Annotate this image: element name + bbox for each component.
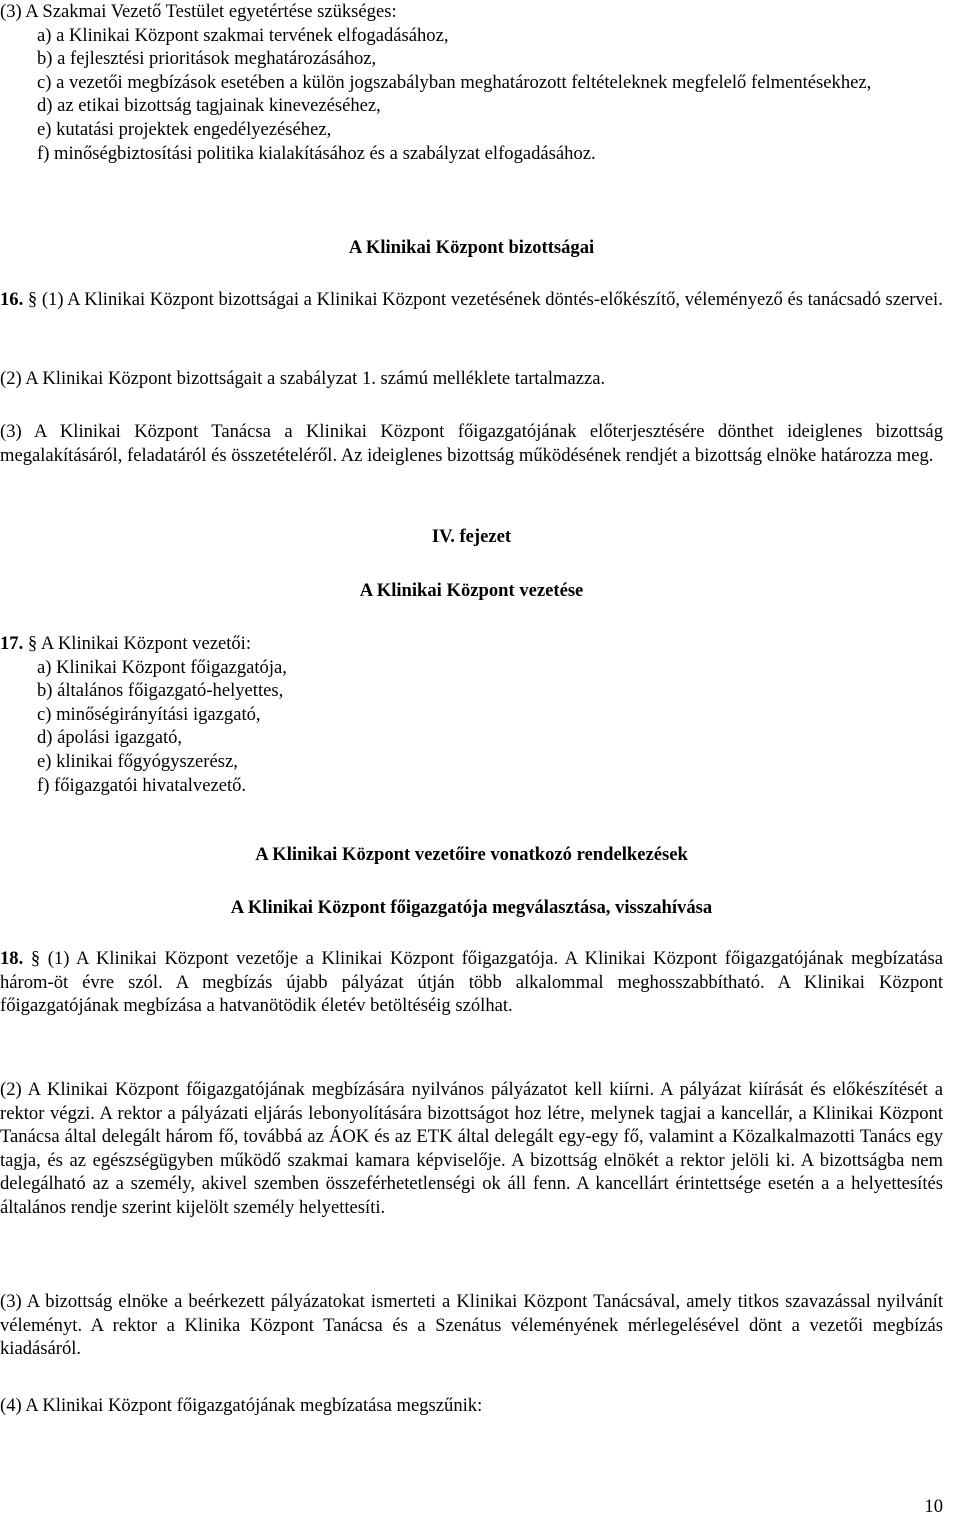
section-16-paragraph-2: (2) A Klinikai Központ bizottságait a szabályzat 1. számú melléklete tartalmazza. (0, 368, 606, 389)
szmvt-consent-paragraph (0, 0, 943, 165)
section-sign: § (27, 289, 38, 310)
list-item: a) Klinikai Központ főigazgatója, (37, 656, 287, 678)
section-number: 18. (0, 948, 24, 969)
section-18-paragraph-1 (0, 947, 943, 1018)
section-17 (0, 632, 943, 797)
chapter-number: IV. fejezet (431, 526, 512, 547)
paragraph-text: (1) A Klinikai Központ vezetője a Klinikai Központ főigazgatója. A Klinikai Központ főigazgatójának megbízatása három-öt évre szól. A megbízás újabb pályázat útján több alkalommal meghosszabbítható. A Klinikai Központ főigazgatójának megbízása a hatvanötödik életév betöltéséig szólhat. (0, 948, 943, 1017)
section-17-intro (0, 632, 943, 656)
list-item: e) kutatási projektek engedélyezéséhez, (37, 118, 332, 140)
list-item: b) a fejlesztési prioritások meghatározásához, (37, 48, 377, 70)
section-18-paragraph-3: (3) A bizottság elnöke a beérkezett pályázatokat ismerteti a Klinikai Központ Tanácsával, amely titkos szavazással nyilvánít véleményt. A rektor a Klinika Központ Tanácsa és a Szenátus véleményének mérlegelésével dönt a vezetői megbízás kiadásáról. (0, 1291, 943, 1360)
section-sign: § (27, 633, 38, 654)
paragraph-intro: (3) A Szakmai Vezető Testület egyetértése szükséges: (0, 1, 397, 22)
list-item: c) minőségirányítási igazgató, (37, 703, 261, 725)
section-heading: A Klinikai Központ főigazgatója megválasztása, visszahívása (230, 897, 713, 918)
section-16-paragraph-3: (3) A Klinikai Központ Tanácsa a Klinikai Központ főigazgatójának előterjesztésére dönthet ideiglenes bizottság megalakításáról, feladatáról és összetételéről. Az ideiglenes bizottság működésének rendjét a bizottság elnöke határozza meg. (0, 421, 943, 466)
list-item: d) ápolási igazgató, (37, 727, 183, 749)
list-item: d) az etikai bizottság tagjainak kinevezéséhez, (37, 95, 381, 117)
list-item: c) a vezetői megbízások esetében a külön jogszabályban meghatározott feltételeknek megfelelő felmentésekhez, (37, 71, 872, 93)
section-heading: A Klinikai Központ vezetőire vonatkozó rendelkezések (255, 844, 688, 865)
item-list (0, 656, 943, 798)
paragraph-text: (1) A Klinikai Központ bizottságai a Klinikai Központ vezetésének döntés-előkészítő, véleményező és tanácsadó szervei. (41, 289, 943, 310)
list-item: f) főigazgatói hivatalvezető. (37, 774, 247, 796)
section-18-paragraph-4: (4) A Klinikai Központ főigazgatójának megbízatása megszűnik: (0, 1395, 483, 1416)
list-item: a) a Klinikai Központ szakmai tervének elfogadásához, (37, 24, 449, 46)
paragraph-text: A Klinikai Központ vezetői: (40, 633, 251, 654)
section-number: 16. (0, 289, 24, 310)
page-number: 10 (924, 1496, 943, 1517)
section-16-paragraph-1 (0, 288, 943, 312)
section-heading: A Klinikai Központ bizottságai (348, 237, 595, 258)
list-item: e) klinikai főgyógyszerész, (37, 750, 238, 772)
list-item: b) általános főigazgató-helyettes, (37, 680, 284, 702)
chapter-title: A Klinikai Központ vezetése (359, 580, 584, 601)
list-item: f) minőségbiztosítási politika kialakításához és a szabályzat elfogadásához. (37, 142, 596, 164)
section-18-paragraph-2: (2) A Klinikai Központ főigazgatójának megbízására nyilvános pályázatot kell kiírni. A pályázat kiírását és előkészítését a rektor végzi. A rektor a pályázati eljárás lebonyolítására bizottságot hoz létre, melynek tagjai a kancellár, a Klinikai Központ Tanácsa által delegált három fő, továbbá az ÁOK és az ETK által delegált egy-egy fő, valamint a Közalkalmazotti Tanács egy tagja, és az egészségügyben működő szakmai kamara képviselője. A bizottság elnökét a rektor jelöli ki. A bizottságba nem delegálható az a személy, akivel szemben összeférhetetlenségi ok áll fenn. A kancellárt érintettsége esetén a a helyettesítés általános rendje szerint kijelölt személy helyettesíti. (0, 1079, 943, 1218)
item-list (0, 24, 943, 166)
section-number: 17. (0, 633, 24, 654)
section-sign: § (30, 948, 41, 969)
